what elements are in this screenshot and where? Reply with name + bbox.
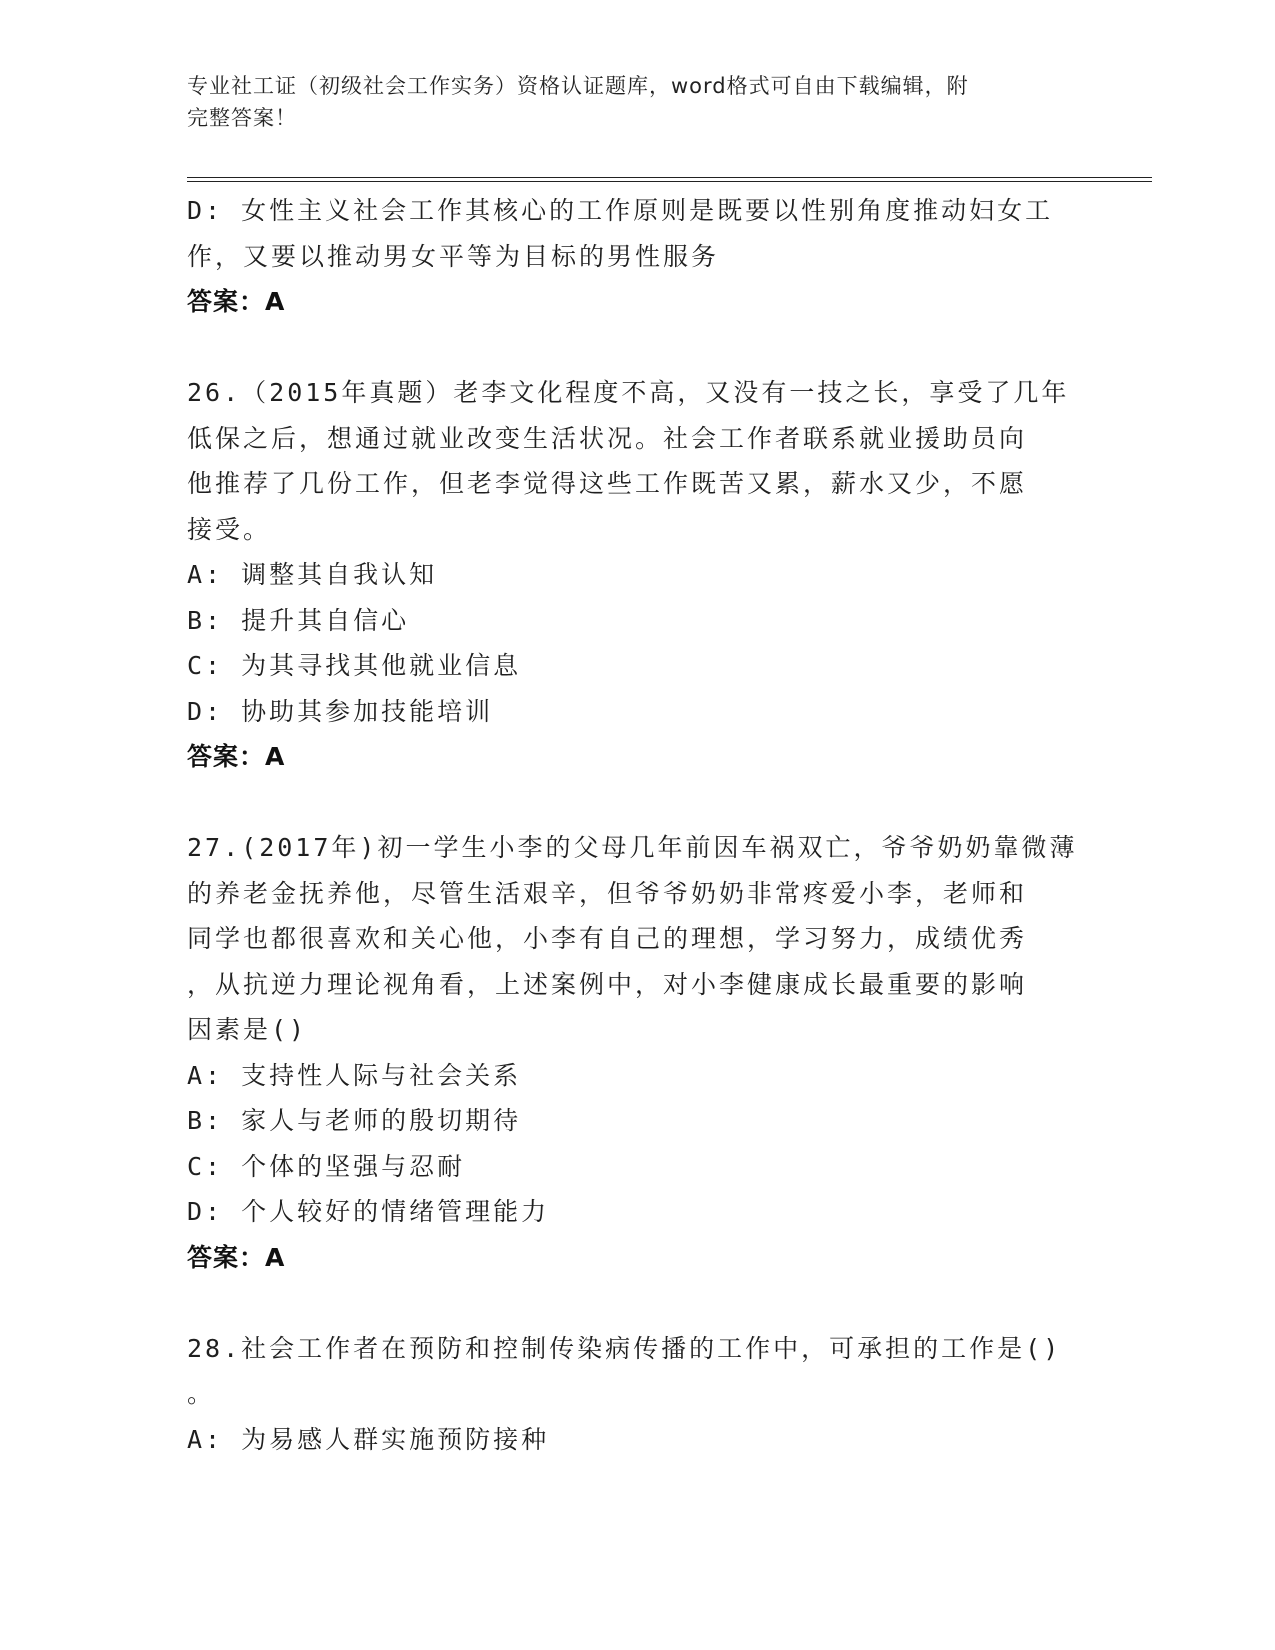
option-b: B: 家人与老师的殷切期待 — [187, 1106, 522, 1135]
document-body — [187, 188, 1087, 1462]
option-b: B: 提升其自信心 — [187, 605, 410, 635]
option-a: A: 调整其自我认知 — [187, 560, 438, 589]
header-title-line-2: 完整答案！ — [187, 106, 297, 130]
answer-label: 答案：A — [187, 742, 286, 771]
question-28 — [187, 1326, 1087, 1463]
option-d: D: 协助其参加技能培训 — [187, 696, 494, 726]
question-27 — [187, 825, 1087, 1280]
question-stem-line: 他推荐了几份工作，但老李觉得这些工作既苦又累，薪水又少，不愿 — [187, 469, 1028, 498]
option-d: D: 个人较好的情绪管理能力 — [187, 1197, 550, 1226]
question-stem-line: 因素是() — [187, 1015, 308, 1044]
question-stem-line: 27.(2017年)初一学生小李的父母几年前因车祸双亡，爷爷奶奶靠微薄 — [187, 833, 1078, 862]
option-a: A: 支持性人际与社会关系 — [187, 1060, 522, 1090]
spacer — [187, 780, 1087, 826]
option-c: C: 个体的坚强与忍耐 — [187, 1151, 466, 1181]
header-title-line-1: 专业社工证（初级社会工作实务）资格认证题库，word格式可自由下载编辑，附 — [187, 74, 969, 98]
question-stem-line: 低保之后，想通过就业改变生活状况。社会工作者联系就业援助员向 — [187, 423, 1028, 453]
question-stem-line: 同学也都很喜欢和关心他，小李有自己的理想，学习努力，成绩优秀 — [187, 924, 1028, 953]
option-d-continued: 作，又要以推动男女平等为目标的男性服务 — [187, 241, 720, 271]
option-d: D: 女性主义社会工作其核心的工作原则是既要以性别角度推动妇女工 — [187, 196, 1054, 225]
option-a: A: 为易感人群实施预防接种 — [187, 1424, 550, 1454]
question-26 — [187, 370, 1087, 780]
spacer — [187, 1280, 1087, 1326]
page-header — [187, 70, 1067, 134]
question-stem-line: 。 — [187, 1379, 216, 1408]
question-stem-line: 的养老金抚养他，尽管生活艰辛，但爷爷奶奶非常疼爱小李，老师和 — [187, 878, 1028, 908]
spacer — [187, 325, 1087, 371]
answer-label: 答案：A — [187, 287, 286, 316]
question-stem-line: 26.（2015年真题）老李文化程度不高，又没有一技之长，享受了几年 — [187, 378, 1070, 407]
question-stem-line: ，从抗逆力理论视角看，上述案例中，对小李健康成长最重要的影响 — [187, 969, 1028, 999]
answer-label: 答案：A — [187, 1242, 286, 1272]
question-stem-line: 接受。 — [187, 514, 272, 544]
header-double-rule — [187, 177, 1152, 182]
question-stem-line: 28.社会工作者在预防和控制传染病传播的工作中，可承担的工作是() — [187, 1333, 1062, 1363]
option-c: C: 为其寻找其他就业信息 — [187, 651, 522, 680]
